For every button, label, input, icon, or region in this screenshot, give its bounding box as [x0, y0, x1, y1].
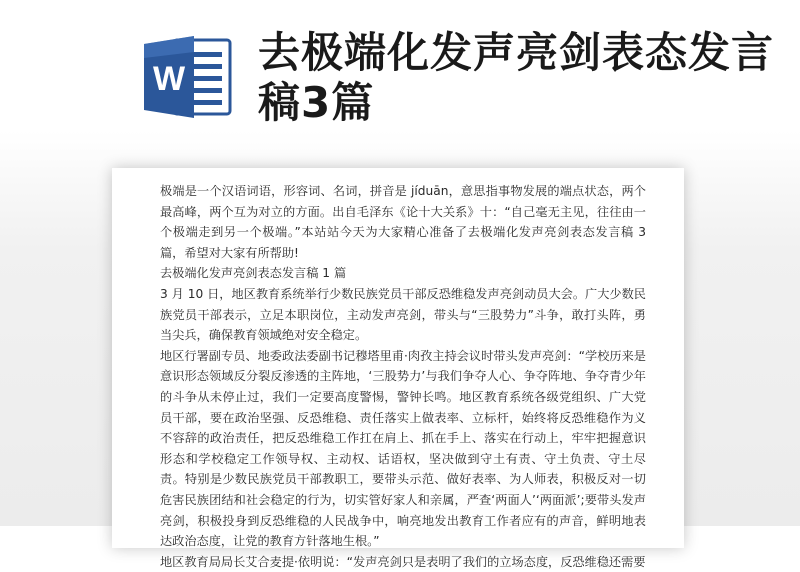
body-paragraph: 地区行署副专员、地委政法委副书记穆塔里甫·肉孜主持会议时带头发声亮剑：“学校历来是意识形态领域反分裂反渗透的主阵地，‘三股势力’与我们争夺人心、争夺阵地、争夺青少年的斗争从未停止过，我们一定要高度警惕，警钟长鸣。地区教育系统各级党组织、广大党员干部，要在政治坚强、反恐维稳、责任落实上做表率、立标杆，始终将反恐维稳作为义不容辞的政治责任，把反恐维稳工作扛在肩上、抓在手上、落实在行动上，牢牢把握意识形态和学校稳定工作领导权、主动权、话语权，坚决做到守土有责、守土负责、守土尽责。特别是少数民族党员干部教职工，要带头示范、做好表率、为人师表，积极反对一切危害民族团结和社会稳定的行为，切实管好家人和亲属，严查‘两面人’‘两面派’;要带头发声亮剑，积极投身到反恐维稳的人民战争中，响亮地发出教育工作者应有的声音，鲜明地表达政治态度，让党的教育方针落地生根。” — [160, 348, 646, 549]
page-title: 去极端化发声亮剑表态发言稿3篇 — [258, 28, 775, 127]
word-document-icon — [140, 32, 236, 122]
body-paragraph: 地区教育局局长艾合麦提·依明说：“发声亮剑只是表明了我们的立场态度，反恐维稳还需要 — [160, 554, 646, 569]
word-icon-letter: W — [152, 60, 186, 98]
document-body — [160, 181, 646, 572]
section-heading: 去极端化发声亮剑表态发言稿 1 篇 — [160, 266, 347, 281]
body-paragraph: 3 月 10 日，地区教育系统举行少数民族党员干部反恐维稳发声亮剑动员大会。广大少数民族党员干部表示，立足本职岗位，主动发声亮剑，带头与“三股势力”斗争，敢打头阵，勇当尖兵，确保教育领域绝对安全稳定。 — [160, 286, 646, 343]
intro-paragraph: 极端是一个汉语词语，形容词、名词，拼音是 jíduān，意思指事物发展的端点状态，两个最高峰，两个互为对立的方面。出自毛泽东《论十大关系》十：“自己毫无主见，往往由一个极端走到另一个极端。”本站站今天为大家精心准备了去极端化发声亮剑表态发言稿 3 篇，希望对大家有所帮助! — [160, 184, 646, 260]
